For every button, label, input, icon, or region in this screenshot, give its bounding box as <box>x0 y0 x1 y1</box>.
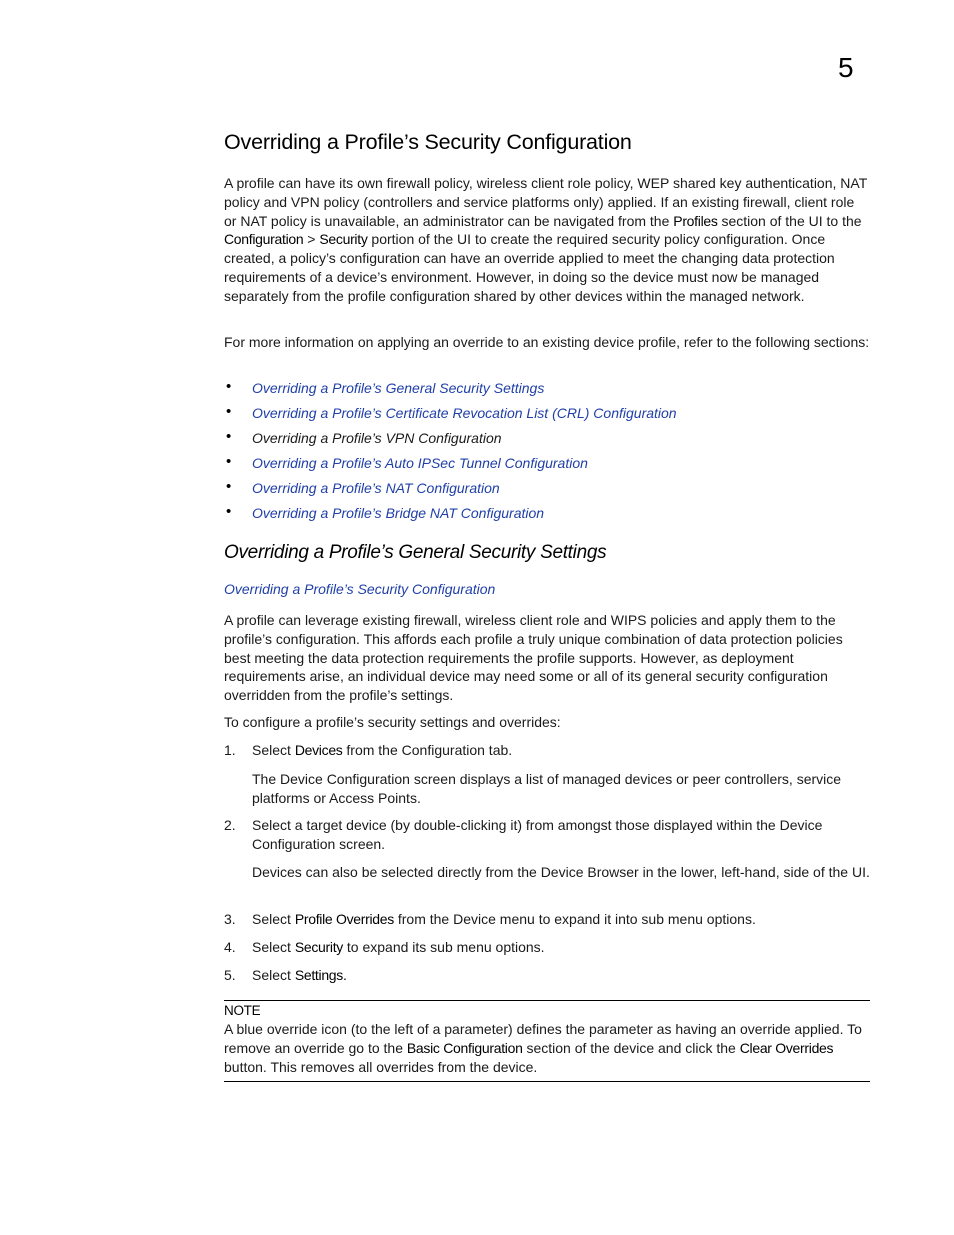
text-run: section of the UI to the <box>717 212 862 229</box>
bullet-icon: • <box>226 478 232 495</box>
text-run: from the Configuration tab. <box>342 742 513 758</box>
step-number: 4. <box>224 939 236 955</box>
note-title: NOTE <box>224 1003 261 1018</box>
ui-term: Security <box>294 939 343 955</box>
step-number: 2. <box>224 817 236 833</box>
step-text: Select a target device (by double-clicking it) from amongst those displayed within the Device Configuration screen. <box>252 817 823 852</box>
text-run: Select <box>252 967 295 983</box>
text-run: button. This removes all overrides from the device. <box>224 1058 538 1075</box>
section-refer-paragraph: For more information on applying an override to an existing device profile, refer to the following sections: <box>224 334 870 350</box>
bullet-icon: • <box>226 403 232 420</box>
bullet-icon: • <box>226 428 232 445</box>
step-text <box>252 741 870 760</box>
ui-term: Settings. <box>294 967 347 983</box>
step-text <box>252 910 870 929</box>
ui-term-security: Security <box>319 231 368 248</box>
step-subtext: Devices can also be selected directly from the Device Browser in the lower, left-hand, side of the UI. <box>252 864 870 880</box>
bullet-icon: • <box>226 453 232 470</box>
ui-term-configuration: Configuration <box>224 231 304 248</box>
text-run: portion of the UI to create the required security policy configuration. Once created, a policy’s configuration can have an override applied to meet the changing data protection requirements of a device’s environment. However, in doing so the device must now be managed separately from the profile configuration shared by other devices within the managed network. <box>224 231 835 304</box>
section-title: Overriding a Profile’s Security Configuration <box>224 130 632 154</box>
bullet-icon: • <box>226 503 232 520</box>
list-item <box>224 428 870 453</box>
text-run: from the Device menu to expand it into sub menu options. <box>393 911 756 927</box>
list-item <box>224 453 870 478</box>
text-run: section of the device and click the <box>522 1039 740 1056</box>
text-vpn-configuration: Overriding a Profile’s VPN Configuration <box>252 430 502 446</box>
link-crl-configuration[interactable]: Overriding a Profile’s Certificate Revocation List (CRL) Configuration <box>252 405 677 421</box>
subsection-intro-paragraph: A profile can leverage existing firewall, wireless client role and WIPS policies and apply them to the profile’s configuration. This affords each profile a truly unique combination of data protection policies best meeting the data protection requirements the profile supports. However, as deployment requirements arise, an individual device may need some or all of its general security configuration overridden from the profile’s settings. <box>224 612 843 704</box>
list-item <box>224 403 870 428</box>
text-run: A profile can have its own firewall policy, wireless client role policy, WEP shared key authentication, NAT policy and VPN policy (controllers and service platforms only) applied. If an existing firewall, client role or NAT policy is unavailable, an administrator can be navigated from the <box>224 175 867 229</box>
text-run: > <box>303 231 320 248</box>
chapter-number: 5 <box>838 52 854 83</box>
list-item <box>224 378 870 403</box>
section-link-list <box>224 378 870 528</box>
step-number: 3. <box>224 911 236 927</box>
backlink-security-configuration[interactable]: Overriding a Profile’s Security Configuration <box>224 581 496 597</box>
ui-term-basic-configuration: Basic Configuration <box>406 1039 523 1056</box>
bullet-icon: • <box>226 378 232 395</box>
text-run: Select <box>252 742 295 758</box>
text-run: Select <box>252 911 295 927</box>
steps-intro-paragraph: To configure a profile’s security settings and overrides: <box>224 714 561 730</box>
subsection-title: Overriding a Profile’s General Security Settings <box>224 542 607 563</box>
step-text <box>252 966 870 985</box>
link-auto-ipsec-tunnel-configuration[interactable]: Overriding a Profile’s Auto IPSec Tunnel Configuration <box>252 455 588 471</box>
text-run: Select <box>252 939 295 955</box>
step-subtext: The Device Configuration screen displays a list of managed devices or peer controllers, service platforms or Access Points. <box>252 771 842 806</box>
text-run: to expand its sub menu options. <box>343 939 545 955</box>
link-bridge-nat-configuration[interactable]: Overriding a Profile’s Bridge NAT Configuration <box>252 505 545 521</box>
note-top-rule <box>224 1000 870 1001</box>
step-text <box>252 938 870 957</box>
ui-term-clear-overrides: Clear Overrides <box>739 1039 834 1056</box>
step-number: 5. <box>224 967 236 983</box>
text-run: A blue override icon (to the left of a parameter) defines the parameter as having an override applied. To remove an override go to the <box>224 1021 862 1056</box>
list-item <box>224 503 870 528</box>
ui-term: Devices <box>294 742 343 758</box>
ui-term-profiles: Profiles <box>673 212 718 229</box>
link-nat-configuration[interactable]: Overriding a Profile’s NAT Configuration <box>252 480 500 496</box>
list-item <box>224 478 870 503</box>
section-intro-paragraph <box>224 174 870 306</box>
link-general-security-settings[interactable]: Overriding a Profile’s General Security Settings <box>252 380 545 396</box>
step-number: 1. <box>224 742 236 758</box>
note-bottom-rule <box>224 1081 870 1082</box>
note-body <box>224 1020 870 1076</box>
ui-term: Profile Overrides <box>294 911 394 927</box>
